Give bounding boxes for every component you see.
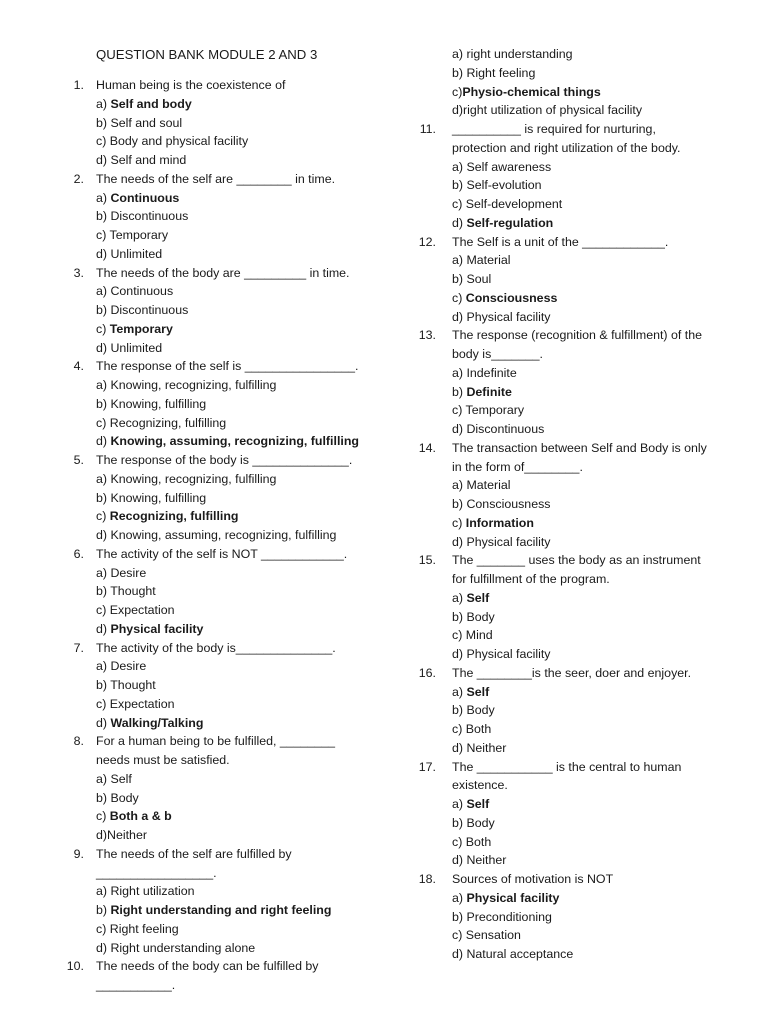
answer-option [96, 320, 173, 338]
option-text: a) Material [452, 478, 511, 493]
answer-option [96, 826, 147, 844]
answer-option [96, 470, 276, 488]
option-text: b) Thought [96, 678, 156, 692]
answer-option [452, 420, 544, 438]
option-text: a) [452, 590, 467, 605]
question-number: 17. [418, 759, 436, 774]
option-text: a) Knowing, recognizing, fulfilling [96, 378, 277, 392]
answer-option [452, 739, 506, 757]
correct-answer: Self [466, 590, 490, 605]
question-text: _________________. [96, 865, 217, 880]
option-text: a) Self [96, 771, 132, 786]
answer-option [452, 270, 491, 288]
question-text: The response of the body is ______________. [96, 453, 353, 467]
answer-option [96, 620, 203, 638]
answer-option [96, 920, 179, 938]
answer-option [452, 383, 512, 401]
question-number: 13. [418, 328, 436, 343]
answer-option [452, 626, 493, 644]
option-text: d)Neither [96, 828, 147, 842]
correct-answer: Both a & b [109, 809, 172, 824]
answer-option [452, 176, 542, 194]
question-text: The needs of the body are _________ in time. [96, 265, 350, 280]
option-text: b) Self and soul [96, 115, 183, 130]
question-text: The activity of the self is NOT ____________. [96, 546, 348, 561]
option-text: a) Self awareness [452, 159, 552, 174]
answer-option [452, 945, 573, 963]
option-text: a) Material [452, 253, 511, 268]
correct-answer: Information [465, 515, 534, 530]
question-number: 12. [418, 234, 436, 249]
document-title: QUESTION BANK MODULE 2 AND 3 [96, 47, 318, 62]
option-text: d) Natural acceptance [452, 947, 574, 961]
answer-option [96, 939, 255, 957]
correct-answer: Physio-chemical things [462, 84, 601, 99]
question-number: 15. [418, 553, 436, 568]
option-text: d) Physical facility [452, 309, 551, 324]
answer-option [96, 526, 336, 544]
answer-option [96, 189, 179, 207]
answer-option [96, 770, 132, 788]
answer-option [452, 589, 489, 607]
question-number: 16. [418, 665, 436, 680]
correct-answer: Self [466, 684, 490, 699]
option-text: a) [452, 890, 467, 905]
answer-option [96, 582, 156, 600]
question-text: The needs of the self are fulfilled by [96, 846, 292, 861]
answer-option [452, 514, 534, 532]
correct-answer: Right understanding and right feeling [110, 903, 332, 917]
answer-option [96, 676, 156, 694]
question-text: The ___________ is the central to human [452, 759, 682, 774]
correct-answer: Self-regulation [466, 215, 554, 230]
option-text: b) Self-evolution [452, 178, 542, 193]
correct-answer: Temporary [109, 321, 173, 336]
correct-answer: Definite [466, 384, 512, 399]
answer-option [452, 908, 552, 926]
question-text: The needs of the self are ________ in time. [96, 171, 336, 186]
answer-option [452, 833, 491, 851]
option-text: a) [96, 96, 111, 111]
answer-option [452, 45, 573, 63]
question-text: needs must be satisfied. [96, 753, 230, 767]
question-number: 7. [73, 640, 84, 655]
correct-answer: Physical facility [110, 621, 204, 636]
correct-answer: Consciousness [465, 290, 558, 305]
option-text: a) Desire [96, 565, 147, 580]
option-text: b) Body [452, 703, 495, 718]
answer-option [452, 83, 601, 101]
correct-answer: Continuous [110, 190, 180, 205]
answer-option [96, 95, 192, 113]
option-text: d)right utilization of physical facility [452, 103, 643, 118]
question-text: in the form of________. [452, 459, 583, 474]
answer-option [452, 795, 489, 813]
question-text: __________ is required for nurturing, [452, 122, 656, 136]
question-text: Human being is the coexistence of [96, 78, 286, 92]
option-text: c) Expectation [96, 696, 175, 711]
question-text: The response of the self is ________________. [96, 359, 359, 374]
question-number: 1. [73, 78, 84, 92]
question-text: For a human being to be fulfilled, ________ [96, 734, 336, 749]
question-text: body is_______. [452, 347, 543, 361]
option-text: b) Thought [96, 584, 156, 599]
question-number: 9. [73, 846, 84, 861]
option-text: c) [452, 515, 466, 530]
option-text: d) Right understanding alone [96, 940, 256, 955]
answer-option [452, 495, 550, 513]
question-text: The response (recognition & fulfillment) of the [452, 328, 703, 343]
correct-answer: Self [466, 797, 490, 811]
question-number: 8. [73, 734, 84, 749]
answer-option [452, 64, 535, 82]
option-text: b) Body [452, 609, 495, 624]
answer-option [96, 882, 194, 900]
question-number: 14. [418, 440, 436, 455]
option-text: c) Body and physical facility [96, 134, 249, 149]
answer-option [452, 720, 491, 738]
option-text: c) Self-development [452, 197, 563, 211]
answer-option [452, 158, 551, 176]
option-text: b) Body [96, 790, 139, 805]
option-text: c) Recognizing, fulfilling [96, 415, 227, 430]
answer-option [452, 926, 521, 944]
question-text: The _______ uses the body as an instrument [452, 553, 701, 568]
option-text: b) Preconditioning [452, 909, 552, 924]
answer-option [96, 714, 203, 732]
answer-option [452, 683, 489, 701]
option-text: d) [452, 215, 467, 230]
answer-option [452, 401, 524, 419]
answer-option [452, 851, 506, 869]
question-text: ___________. [96, 978, 176, 992]
option-text: c) Right feeling [96, 921, 179, 936]
question-text: The ________is the seer, doer and enjoyer. [452, 665, 692, 680]
question-number: 11. [419, 122, 436, 136]
correct-answer: Physical facility [466, 890, 560, 905]
answer-option [96, 695, 175, 713]
answer-option [96, 132, 248, 150]
answer-option [96, 807, 172, 825]
answer-option [96, 339, 162, 357]
question-number: 6. [73, 546, 84, 561]
question-text: for fulfillment of the program. [452, 572, 610, 586]
option-text: a) Indefinite [452, 365, 517, 380]
option-text: d) Neither [452, 853, 507, 868]
correct-answer: Walking/Talking [110, 715, 204, 730]
answer-option [96, 657, 146, 675]
answer-option [452, 251, 511, 269]
question-number: 4. [73, 359, 84, 374]
answer-option [96, 282, 173, 300]
option-text: b) Discontinuous [96, 303, 189, 317]
option-text: c) [452, 84, 463, 99]
answer-option [96, 245, 162, 263]
answer-option [96, 395, 206, 413]
answer-option [96, 789, 139, 807]
option-text: d) [96, 434, 111, 449]
option-text: d) Physical facility [452, 534, 551, 549]
question-text: The transaction between Self and Body is only [452, 440, 707, 455]
option-text: b) Body [452, 815, 495, 830]
answer-option [96, 414, 226, 432]
option-text: d) [96, 715, 111, 730]
question-text: Sources of motivation is NOT [452, 872, 614, 886]
option-text: c) Both [452, 722, 492, 736]
option-text: c) Temporary [96, 228, 169, 242]
option-text: b) Knowing, fulfilling [96, 490, 207, 505]
option-text: d) Unlimited [96, 340, 163, 355]
option-text: d) Discontinuous [452, 422, 545, 436]
answer-option [96, 601, 175, 619]
answer-option [96, 901, 331, 919]
option-text: b) [96, 903, 111, 917]
option-text: b) Discontinuous [96, 209, 189, 224]
option-text: d) Self and mind [96, 153, 187, 167]
question-number: 5. [73, 453, 84, 467]
correct-answer: Knowing, assuming, recognizing, fulfilling [110, 434, 359, 449]
answer-option [452, 645, 550, 663]
answer-option [452, 533, 550, 551]
correct-answer: Recognizing, fulfilling [109, 509, 239, 524]
option-text: d) Knowing, assuming, recognizing, fulfilling [96, 528, 337, 542]
question-number: 18. [418, 872, 436, 886]
question-text: existence. [452, 778, 508, 793]
option-text: c) [96, 321, 110, 336]
answer-option [96, 432, 359, 450]
answer-option [452, 101, 642, 119]
answer-option [452, 364, 517, 382]
question-text: protection and right utilization of the body. [452, 140, 681, 155]
option-text: d) Neither [452, 740, 507, 755]
option-text: a) [452, 797, 467, 811]
answer-option [452, 476, 511, 494]
option-text: c) Temporary [452, 403, 525, 418]
question-text: The needs of the body can be fulfilled by [96, 959, 319, 974]
answer-option [96, 489, 206, 507]
option-text: b) Soul [452, 272, 492, 286]
option-text: c) Sensation [452, 928, 521, 943]
answer-option [452, 289, 557, 307]
option-text: d) Physical facility [452, 647, 551, 661]
question-number: 10. [66, 959, 84, 974]
answer-option [96, 376, 276, 394]
option-text: c) Both [452, 834, 492, 849]
question-text: The Self is a unit of the ____________. [452, 234, 669, 249]
answer-option [96, 507, 238, 525]
option-text: d) [96, 621, 111, 636]
answer-option [96, 226, 168, 244]
question-number: 2. [73, 171, 84, 186]
answer-option [96, 114, 182, 132]
option-text: a) [452, 684, 467, 699]
option-text: c) [452, 290, 466, 305]
option-text: b) Consciousness [452, 497, 551, 511]
question-number: 3. [73, 265, 84, 280]
option-text: a) Continuous [96, 284, 174, 299]
answer-option [452, 214, 553, 232]
correct-answer: Self and body [110, 96, 192, 111]
option-text: a) Desire [96, 659, 147, 674]
option-text: c) [96, 809, 110, 824]
answer-option [96, 207, 188, 225]
option-text: b) Right feeling [452, 65, 536, 80]
answer-option [452, 195, 562, 213]
option-text: a) Right utilization [96, 884, 195, 899]
answer-option [96, 151, 186, 169]
option-text: b) [452, 384, 467, 399]
option-text: c) [96, 509, 110, 524]
answer-option [96, 301, 188, 319]
answer-option [452, 701, 495, 719]
option-text: b) Knowing, fulfilling [96, 396, 207, 411]
option-text: a) right understanding [452, 47, 573, 61]
option-text: d) Unlimited [96, 246, 163, 261]
option-text: a) Knowing, recognizing, fulfilling [96, 471, 277, 486]
answer-option [96, 564, 146, 582]
answer-option [452, 889, 559, 907]
answer-option [452, 814, 495, 832]
question-text: The activity of the body is______________. [96, 640, 336, 655]
option-text: c) Mind [452, 628, 493, 643]
option-text: c) Expectation [96, 603, 175, 617]
answer-option [452, 608, 495, 626]
answer-option [452, 308, 550, 326]
option-text: a) [96, 190, 111, 205]
